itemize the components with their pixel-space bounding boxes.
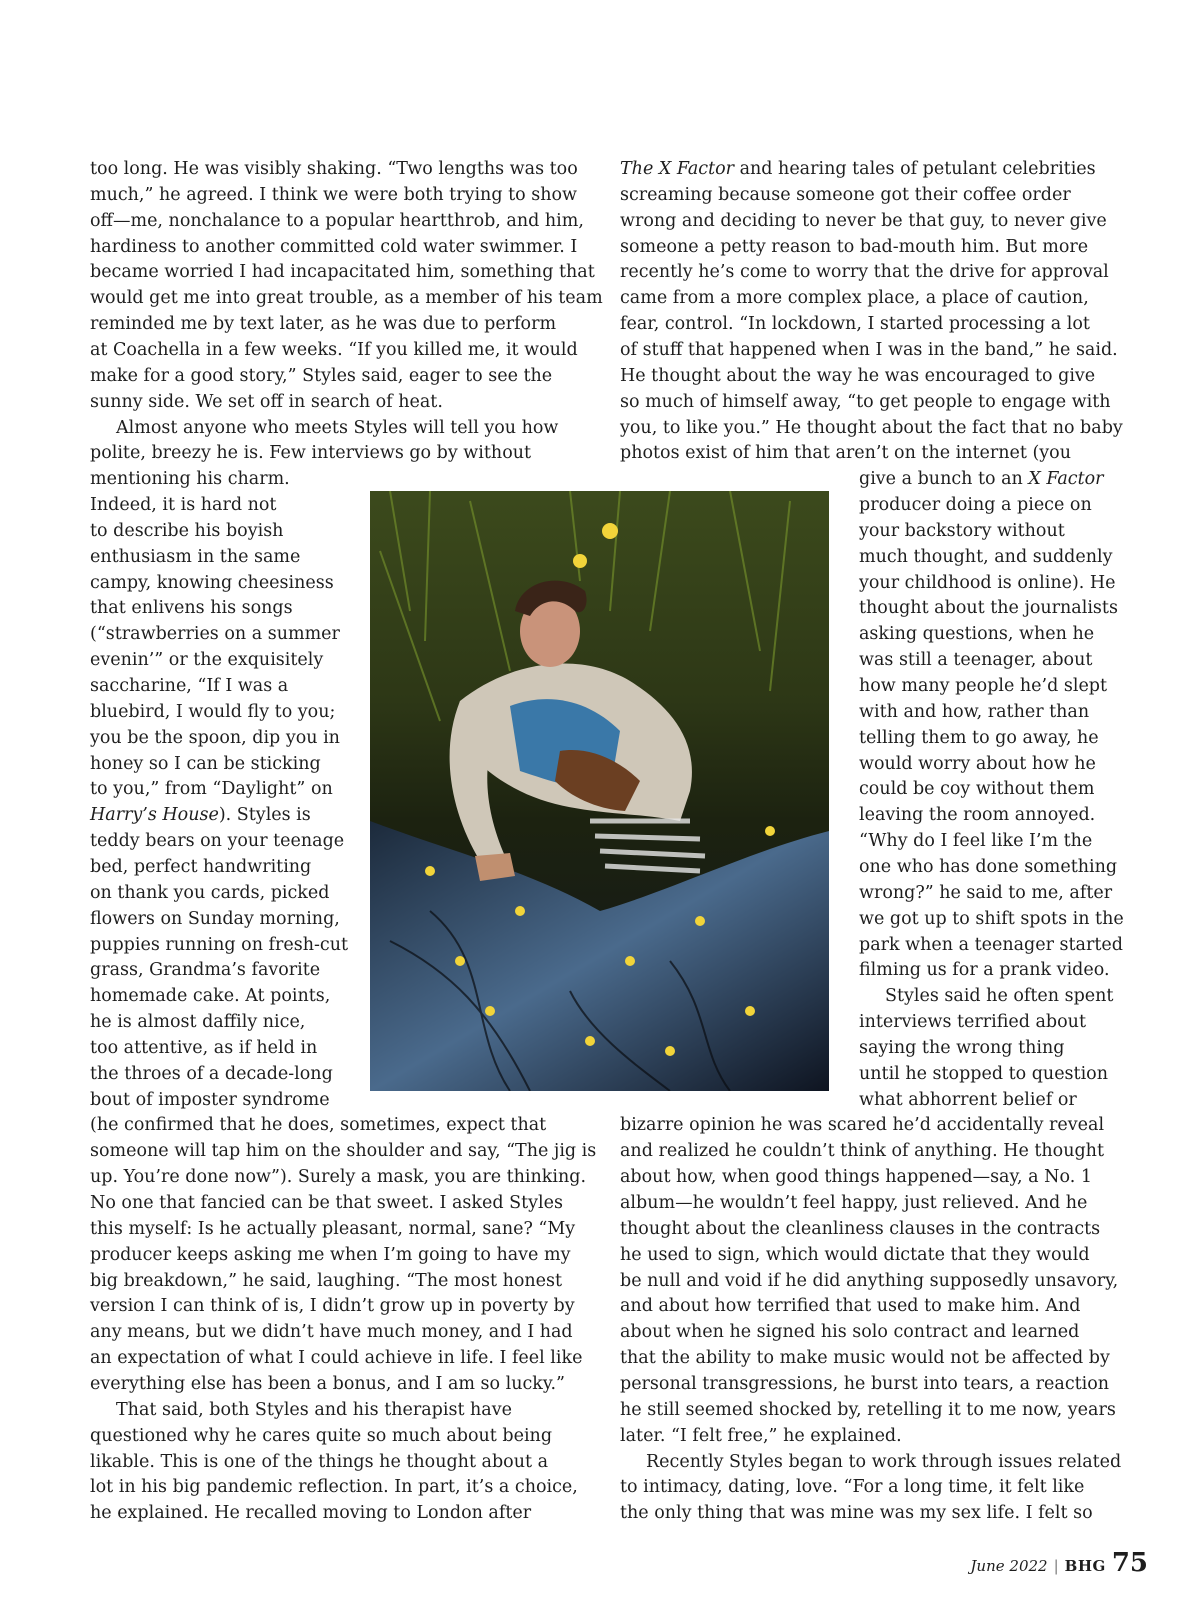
article-line: off—me, nonchalance to a popular heartthrob, and him, — [90, 210, 584, 231]
article-photo — [370, 491, 829, 1091]
article-line: how many people he’d slept — [859, 676, 1108, 696]
article-line: He thought about the way he was encouraged to give — [620, 365, 1096, 386]
article-line: wrong?” he said to me, after — [859, 882, 1113, 903]
article-line: interviews terrified about — [859, 1012, 1086, 1033]
article-line: lot in his big pandemic reflection. In part, it’s a choice, — [90, 1477, 578, 1498]
article-line: teddy bears on your teenage — [90, 831, 345, 852]
article-line: version I can think of is, I didn’t grow up in poverty by — [90, 1296, 575, 1317]
article-line: bed, perfect handwriting — [90, 856, 312, 877]
article-line: too long. He was visibly shaking. “Two lengths was too — [90, 159, 578, 179]
article-line: came from a more complex place, a place of caution, — [620, 288, 1089, 309]
article-line: someone will tap him on the shoulder and say, “The jig is — [90, 1141, 597, 1162]
article-line: leaving the room annoyed. — [859, 805, 1096, 826]
article-line: your backstory without — [859, 520, 1065, 541]
article-line: until he stopped to question — [859, 1063, 1108, 1084]
article-line: he explained. He recalled moving to London after — [90, 1503, 532, 1524]
article-line: at Coachella in a few weeks. “If you killed me, it would — [90, 339, 578, 360]
article-line: mentioning his charm. — [90, 469, 290, 490]
article-line: what abhorrent belief or — [859, 1089, 1077, 1110]
article-line: that the ability to make music would not be affected by — [620, 1348, 1110, 1369]
article-line: later. “I felt free,” he explained. — [620, 1425, 902, 1446]
article-line: hardiness to another committed cold water swimmer. I — [90, 236, 578, 257]
article-line: grass, Grandma’s favorite — [90, 960, 321, 981]
article-line: to you,” from “Daylight” on — [90, 779, 333, 800]
article-line: sunny side. We set off in search of heat. — [90, 391, 443, 412]
page-footer — [970, 1548, 1148, 1578]
article-line: photos exist of him that aren’t on the internet (you — [620, 443, 1071, 464]
article-line: thought about the journalists — [859, 598, 1118, 619]
article-line: saying the wrong thing — [859, 1037, 1065, 1058]
article-line: (“strawberries on a summer — [90, 624, 340, 645]
article-line: reminded me by text later, as he was due to perform — [90, 314, 557, 335]
article-line: could be coy without them — [859, 779, 1095, 800]
article-line: big breakdown,” he said, laughing. “The most honest — [90, 1270, 563, 1291]
article-line: any means, but we didn’t have much money, and I had — [90, 1322, 573, 1343]
article-line: everything else has been a bonus, and I am so lucky.” — [90, 1373, 565, 1394]
article-line: too attentive, as if held in — [90, 1037, 318, 1058]
article-line: honey so I can be sticking — [90, 753, 321, 774]
article-line: give a bunch to an X Factor — [859, 469, 1104, 490]
article-line: polite, breezy he is. Few interviews go by without — [90, 443, 532, 464]
article-line: screaming because someone got their coffee order — [620, 184, 1071, 205]
article-line: recently he’s come to worry that the drive for approval — [620, 262, 1109, 283]
article-line: park when a teenager started — [859, 934, 1123, 955]
article-line: questioned why he cares quite so much about being — [90, 1425, 553, 1446]
article-line: would get me into great trouble, as a member of his team — [90, 288, 603, 309]
article-line: bout of imposter syndrome — [90, 1089, 330, 1110]
article-line: became worried I had incapacitated him, something that — [90, 262, 595, 283]
article-line: you be the spoon, dip you in — [90, 727, 340, 748]
article-line: Indeed, it is hard not — [90, 495, 277, 516]
article-line: the only thing that was mine was my sex life. I felt so — [620, 1503, 1093, 1524]
article-line: “Why do I feel like I’m the — [859, 831, 1093, 852]
article-line: campy, knowing cheesiness — [90, 572, 334, 593]
article-line: Recently Styles began to work through issues related — [646, 1451, 1122, 1472]
article-line: asking questions, when he — [859, 624, 1095, 645]
article-line: Harry’s House). Styles is — [90, 805, 311, 826]
article-line: album—he wouldn’t feel happy, just relieved. And he — [620, 1193, 1088, 1213]
article-line: make for a good story,” Styles said, eager to see the — [90, 365, 553, 386]
article-line: evenin’” or the exquisitely — [90, 650, 324, 671]
article-line: someone a petty reason to bad-mouth him. But more — [620, 236, 1089, 257]
article-line: that enlivens his songs — [90, 598, 293, 619]
article-line: he used to sign, which would dictate that they would — [620, 1244, 1090, 1265]
article-line: The X Factor and hearing tales of petulant celebrities — [620, 159, 1096, 179]
article-line: producer keeps asking me when I’m going to have my — [90, 1244, 571, 1265]
article-line: an expectation of what I could achieve in life. I feel like — [90, 1348, 583, 1369]
article-line: No one that fancied can be that sweet. I asked Styles — [90, 1193, 563, 1213]
article-line: to describe his boyish — [90, 520, 284, 541]
article-line: wrong and deciding to never be that guy, to never give — [620, 210, 1107, 231]
article-line: about how, when good things happened—say, a No. 1 — [620, 1167, 1092, 1188]
article-line: filming us for a prank video. — [859, 960, 1110, 981]
article-line: of stuff that happened when I was in the band,” he said. — [620, 339, 1118, 360]
article-line: about when he signed his solo contract and learned — [620, 1322, 1080, 1343]
magazine-name: BHG — [1064, 1557, 1106, 1575]
article-line: would worry about how he — [859, 753, 1096, 774]
article-line: enthusiasm in the same — [90, 546, 301, 567]
article-line: much,” he agreed. I think we were both trying to show — [90, 184, 577, 205]
article-line: and about how terrified that used to make him. And — [620, 1296, 1081, 1317]
article-line: saccharine, “If I was a — [90, 676, 289, 696]
article-line: he still seemed shocked by, retelling it to me now, years — [620, 1399, 1116, 1420]
article-line: fear, control. “In lockdown, I started processing a lot — [620, 314, 1090, 335]
article-line: so much of himself away, “to get people to engage with — [620, 391, 1111, 412]
article-line: on thank you cards, picked — [90, 882, 330, 903]
article-line: he is almost daffily nice, — [90, 1012, 306, 1033]
issue-date: June 2022 — [970, 1557, 1048, 1575]
article-line: telling them to go away, he — [859, 727, 1099, 748]
article-line: much thought, and suddenly — [859, 546, 1113, 567]
article-line: bluebird, I would fly to you; — [90, 701, 336, 722]
article-line: likable. This is one of the things he thought about a — [90, 1451, 549, 1472]
article-line: bizarre opinion he was scared he’d accidentally reveal — [620, 1115, 1105, 1136]
article-line: the throes of a decade-long — [90, 1063, 333, 1084]
article-line: personal transgressions, he burst into tears, a reaction — [620, 1373, 1110, 1394]
article-line: we got up to shift spots in the — [859, 908, 1124, 929]
article-line: and realized he couldn’t think of anything. He thought — [620, 1141, 1104, 1162]
article-line: one who has done something — [859, 856, 1118, 877]
page-number: 75 — [1111, 1548, 1148, 1578]
article-line: was still a teenager, about — [859, 650, 1093, 671]
article-line: this myself: Is he actually pleasant, normal, sane? “My — [90, 1218, 576, 1239]
article-line: producer doing a piece on — [859, 495, 1092, 516]
footer-separator: | — [1053, 1557, 1059, 1575]
article-line: up. You’re done now”). Surely a mask, you are thinking. — [90, 1167, 587, 1188]
article-line: puppies running on fresh-cut — [90, 934, 349, 955]
article-line: (he confirmed that he does, sometimes, expect that — [90, 1115, 547, 1136]
article-line: homemade cake. At points, — [90, 986, 331, 1007]
article-line: with and how, rather than — [859, 701, 1090, 722]
article-line: be null and void if he did anything supposedly unsavory, — [620, 1270, 1119, 1291]
article-line: to intimacy, dating, love. “For a long time, it felt like — [620, 1477, 1085, 1498]
article-line: flowers on Sunday morning, — [90, 908, 340, 929]
article-line: Styles said he often spent — [885, 986, 1114, 1007]
article-line: thought about the cleanliness clauses in the contracts — [620, 1218, 1101, 1239]
article-line: you, to like you.” He thought about the fact that no baby — [620, 417, 1123, 438]
article-line: That said, both Styles and his therapist have — [116, 1399, 512, 1420]
article-line: your childhood is online). He — [859, 572, 1116, 593]
article-line: Almost anyone who meets Styles will tell you how — [116, 417, 559, 438]
